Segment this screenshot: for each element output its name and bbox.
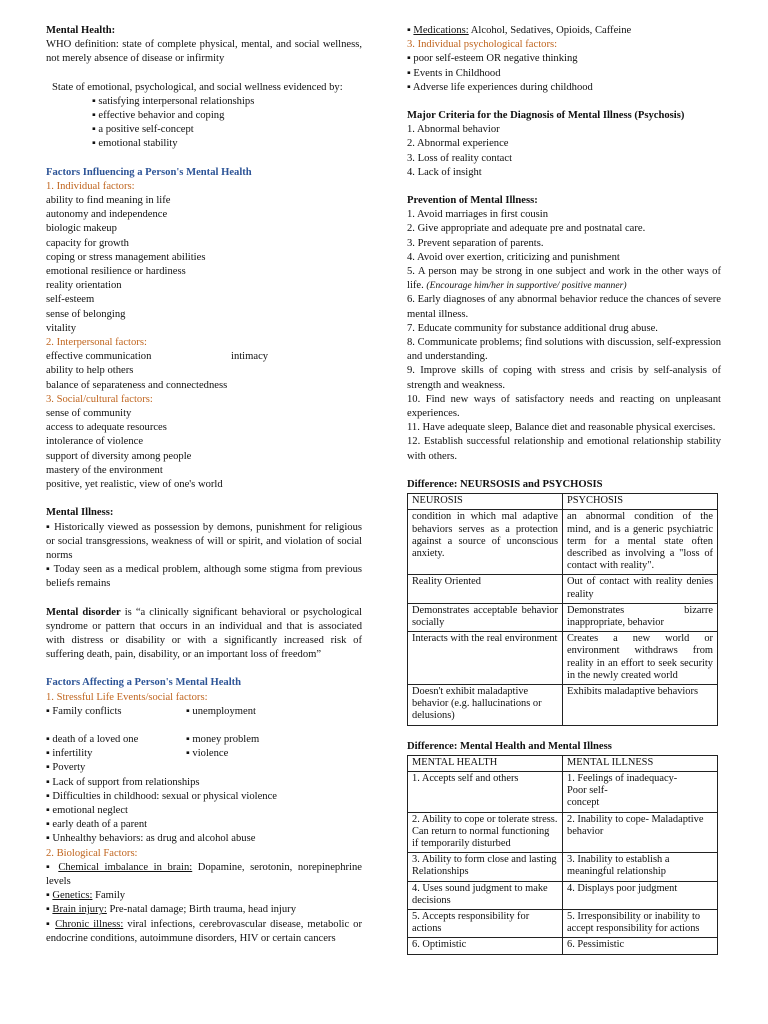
individual-factor: sense of belonging — [46, 308, 126, 320]
biological-factor: ▪ Genetics: Family — [46, 890, 126, 902]
state-item: ▪ satisfying interpersonal relationships — [92, 95, 255, 107]
prevention-item: 8. Communicate problems; find solutions with discussion, self-expression and understanding. — [407, 337, 721, 363]
table-cell: 3. Ability to form close and lasting Relationships — [408, 853, 563, 881]
table-cell: Creates a new world or environment withdraws from reality in an effort to seek security in the newly created world — [563, 632, 718, 685]
prevention-note: (Encourage him/her in supportive/ positive manner) — [426, 280, 627, 292]
biological-factor: ▪ Chronic illness: viral infections, cerebrovascular disease, metabolic or endocrine conditions, autoimmune disorders, HIV or certain cancers — [46, 918, 362, 944]
table-cell: 3. Inability to establish a meaningful relationship — [563, 853, 718, 881]
mental-disorder-definition — [46, 606, 362, 663]
biological-factor: ▪ Chemical imbalance in brain: Dopamine, serotonin, norepinephrine levels — [46, 861, 362, 887]
table-row — [408, 812, 718, 853]
table-cell: 4. Displays poor judgment — [563, 881, 718, 909]
table-row — [408, 575, 718, 603]
stress-item: ▪ Poverty — [46, 762, 86, 774]
table-row — [408, 771, 718, 812]
prevention-item: 1. Avoid marriages in first cousin — [407, 209, 549, 221]
biological-factor-text: viral infections, cerebrovascular disease, metabolic or endocrine conditions, autoimmune disorders, HIV or certain cancers — [46, 918, 362, 944]
table-cell-line: 1. Feelings of inadequacy- — [567, 772, 678, 784]
table-cell-line: Poor self- — [567, 785, 608, 797]
interpersonal-factors-heading: 2. Interpersonal factors: — [46, 337, 147, 349]
table-cell: an abnormal condition of the mind, and is a generic psychiatric term for a mental state often described as involving a "loss of contact with reality". — [563, 510, 718, 575]
prevention-heading: Prevention of Mental Illness: — [407, 195, 538, 207]
mental-illness-point: ▪ Today seen as a medical problem, although some stigma from previous beliefs remains — [46, 564, 362, 590]
biological-factor-label: Chemical imbalance in brain: — [58, 861, 193, 873]
social-factor: positive, yet realistic, view of one's world — [46, 479, 223, 491]
stress-item: ▪ early death of a parent — [46, 819, 148, 831]
prevention-item: 9. Improve skills of coping with stress and crisis by self-analysis of strength and weakness. — [407, 365, 721, 391]
biological-factor-text: Family — [92, 890, 126, 902]
biological-factor-text: Pre-natal damage; Birth trauma, head injury — [106, 904, 296, 916]
table-row — [408, 909, 718, 937]
individual-factor: coping or stress management abilities — [46, 251, 206, 263]
interpersonal-factor: balance of separateness and connectedness — [46, 379, 228, 391]
mental-disorder-text: is “a clinically significant behavioral or psychological syndrome or pattern that occurs in an individual and that is associated with distress or disability or with a significantly increased risk of suffering death, pain, disability, or an important loss of freedom” — [46, 606, 362, 661]
table-header-row — [408, 755, 718, 771]
table-cell: Interacts with the real environment — [408, 632, 563, 685]
state-intro: State of emotional, psychological, and social wellness evidenced by: — [52, 81, 343, 93]
individual-factor: autonomy and independence — [46, 209, 168, 221]
table-cell: Exhibits maladaptive behaviors — [563, 684, 718, 725]
mental-illness-heading: Mental Illness: — [46, 507, 114, 519]
stress-item: ▪ Lack of support from relationships — [46, 776, 200, 788]
neurosis-psychosis-table — [407, 493, 718, 725]
influencing-heading: Factors Influencing a Person's Mental Health — [46, 166, 252, 178]
prevention-item: 12. Establish successful relationship and emotional relationship stability with others. — [407, 436, 721, 462]
biological-factor-label: Brain injury: — [52, 904, 107, 916]
prevention-item: 2. Give appropriate and adequate pre and postnatal care. — [407, 223, 646, 235]
interpersonal-factor: intimacy — [231, 351, 269, 363]
social-factor: sense of community — [46, 408, 132, 420]
table-cell: 5. Irresponsibility or inability to accept responsibility for actions — [563, 909, 718, 937]
criteria-heading: Major Criteria for the Diagnosis of Mental Illness (Psychosis) — [407, 110, 685, 122]
stress-item: ▪ Unhealthy behaviors: as drug and alcohol abuse — [46, 833, 256, 845]
biological-factors-heading: 2. Biological Factors: — [46, 847, 138, 859]
individual-factor: ability to find meaning in life — [46, 195, 171, 207]
table-cell: Demonstrates acceptable behavior socially — [408, 603, 563, 631]
table-header-cell: PSYCHOSIS — [563, 494, 718, 510]
health-illness-table — [407, 755, 718, 955]
prevention-item: 10. Find new ways of satisfactory needs and reacting on unpleasant experiences. — [407, 393, 721, 420]
table-row — [408, 632, 718, 685]
table-cell: 4. Uses sound judgment to make decisions — [408, 881, 563, 909]
prevention-item: 6. Early diagnoses of any abnormal behavior reduce the chances of severe mental illness. — [407, 294, 721, 320]
psychological-factor: ▪ Adverse life experiences during childhood — [407, 81, 593, 93]
social-factor: mastery of the environment — [46, 464, 163, 476]
table-cell: 5. Accepts responsibility for actions — [408, 909, 563, 937]
social-factors-heading: 3. Social/cultural factors: — [46, 393, 153, 405]
table-cell: 6. Pessimistic — [563, 938, 718, 954]
stress-row — [46, 747, 362, 761]
table-cell — [563, 771, 718, 812]
table-header-cell: NEUROSIS — [408, 494, 563, 510]
individual-factors-heading: 1. Individual factors: — [46, 180, 135, 192]
biological-factor-label: Chronic illness: — [55, 918, 124, 930]
stress-item: ▪ infertility — [46, 748, 93, 760]
table-cell: Out of contact with reality denies reality — [563, 575, 718, 603]
state-item: ▪ effective behavior and coping — [92, 110, 225, 122]
table-row — [408, 938, 718, 954]
neurosis-psychosis-heading: Difference: NEURSOSIS and PSYCHOSIS — [407, 478, 603, 490]
prevention-item — [407, 265, 721, 293]
health-illness-heading: Difference: Mental Health and Mental Illness — [407, 740, 612, 752]
table-cell: 6. Optimistic — [408, 938, 563, 954]
state-item: ▪ a positive self-concept — [92, 124, 194, 136]
table-cell: condition in which mal adaptive behaviors serves as a protection against a source of unconscious anxiety. — [408, 510, 563, 575]
criteria-item: 2. Abnormal experience — [407, 138, 509, 150]
table-row — [408, 603, 718, 631]
table-row — [408, 510, 718, 575]
stress-row — [46, 705, 362, 719]
prevention-item: 4. Avoid over exertion, criticizing and punishment — [407, 251, 620, 263]
stress-item: ▪ Difficulties in childhood: sexual or physical violence — [46, 790, 277, 802]
interpersonal-row — [46, 350, 362, 364]
biological-factor-label: Genetics: — [52, 890, 93, 902]
who-definition: WHO definition: state of complete physical, mental, and social wellness, not merely absence of disease or infirmity — [46, 39, 362, 65]
table-cell: Doesn't exhibit maladaptive behavior (e.g. hallucinations or delusions) — [408, 684, 563, 725]
interpersonal-factor: ability to help others — [46, 365, 134, 377]
individual-factor: emotional resilience or hardiness — [46, 266, 186, 278]
table-cell: Demonstrates bizarre inappropriate, behavior — [563, 603, 718, 631]
criteria-item: 4. Lack of insight — [407, 166, 482, 178]
medications-item: ▪ Medications: Alcohol, Sedatives, Opioids, Caffeine — [407, 25, 632, 36]
individual-factor: vitality — [46, 322, 77, 334]
prevention-text: 5. A person may be strong in one subject and work in the other ways of life. — [407, 266, 721, 292]
left-column — [46, 24, 362, 946]
mental-health-heading: Mental Health: — [46, 25, 116, 36]
prevention-item: 7. Educate community for substance additional drug abuse. — [407, 322, 658, 334]
mental-illness-point: ▪ Historically viewed as possession by demons, punishment for religious or social transgressions, weakness of will or spirit, and violation of social norms — [46, 521, 362, 561]
individual-factor: self-esteem — [46, 294, 95, 306]
table-cell: 1. Accepts self and others — [408, 771, 563, 812]
table-cell: 2. Inability to cope- Maladaptive behavior — [563, 812, 718, 853]
biological-factor-text: Dopamine, serotonin, norepinephrine levels — [46, 861, 362, 887]
table-cell: 2. Ability to cope or tolerate stress. Can return to normal functioning if temporarily disturbed — [408, 812, 563, 853]
prevention-item: 3. Prevent separation of parents. — [407, 237, 544, 249]
stress-item: ▪ emotional neglect — [46, 804, 129, 816]
psychological-factor: ▪ Events in Childhood — [407, 67, 501, 79]
table-row — [408, 684, 718, 725]
stress-item: ▪ unemployment — [186, 705, 256, 717]
biological-factor: ▪ Brain injury: Pre-natal damage; Birth trauma, head injury — [46, 904, 296, 916]
stress-row — [46, 733, 362, 747]
criteria-item: 1. Abnormal behavior — [407, 124, 500, 136]
social-factor: support of diversity among people — [46, 450, 192, 462]
affecting-heading: Factors Affecting a Person's Mental Health — [46, 677, 242, 689]
stress-item: ▪ death of a loved one — [46, 733, 139, 745]
state-item: ▪ emotional stability — [92, 138, 178, 150]
stressful-events-heading: 1. Stressful Life Events/social factors: — [46, 691, 208, 703]
social-factor: intolerance of violence — [46, 436, 144, 448]
medications-text: Alcohol, Sedatives, Opioids, Caffeine — [468, 25, 632, 36]
table-header-cell: MENTAL ILLNESS — [563, 755, 718, 771]
stress-item: ▪ violence — [186, 748, 229, 760]
table-cell-line: concept — [567, 797, 600, 809]
mental-disorder-term: Mental disorder — [46, 606, 121, 618]
individual-factor: reality orientation — [46, 280, 122, 292]
interpersonal-factor: effective communication — [46, 351, 152, 363]
social-factor: access to adequate resources — [46, 422, 167, 434]
medications-label: Medications: — [413, 25, 469, 36]
prevention-item: 11. Have adequate sleep, Balance diet and reasonable physical exercises. — [407, 422, 716, 434]
table-header-row — [408, 494, 718, 510]
individual-factor: capacity for growth — [46, 237, 129, 249]
psychological-factors-heading: 3. Individual psychological factors: — [407, 39, 558, 51]
psychological-factor: ▪ poor self-esteem OR negative thinking — [407, 53, 578, 65]
stress-item: ▪ Family conflicts — [46, 705, 122, 717]
table-header-cell: MENTAL HEALTH — [408, 755, 563, 771]
criteria-item: 3. Loss of reality contact — [407, 152, 513, 164]
right-column — [407, 24, 721, 955]
individual-factor: biologic makeup — [46, 223, 117, 235]
table-row — [408, 881, 718, 909]
table-cell: Reality Oriented — [408, 575, 563, 603]
stress-item: ▪ money problem — [186, 733, 260, 745]
table-row — [408, 853, 718, 881]
